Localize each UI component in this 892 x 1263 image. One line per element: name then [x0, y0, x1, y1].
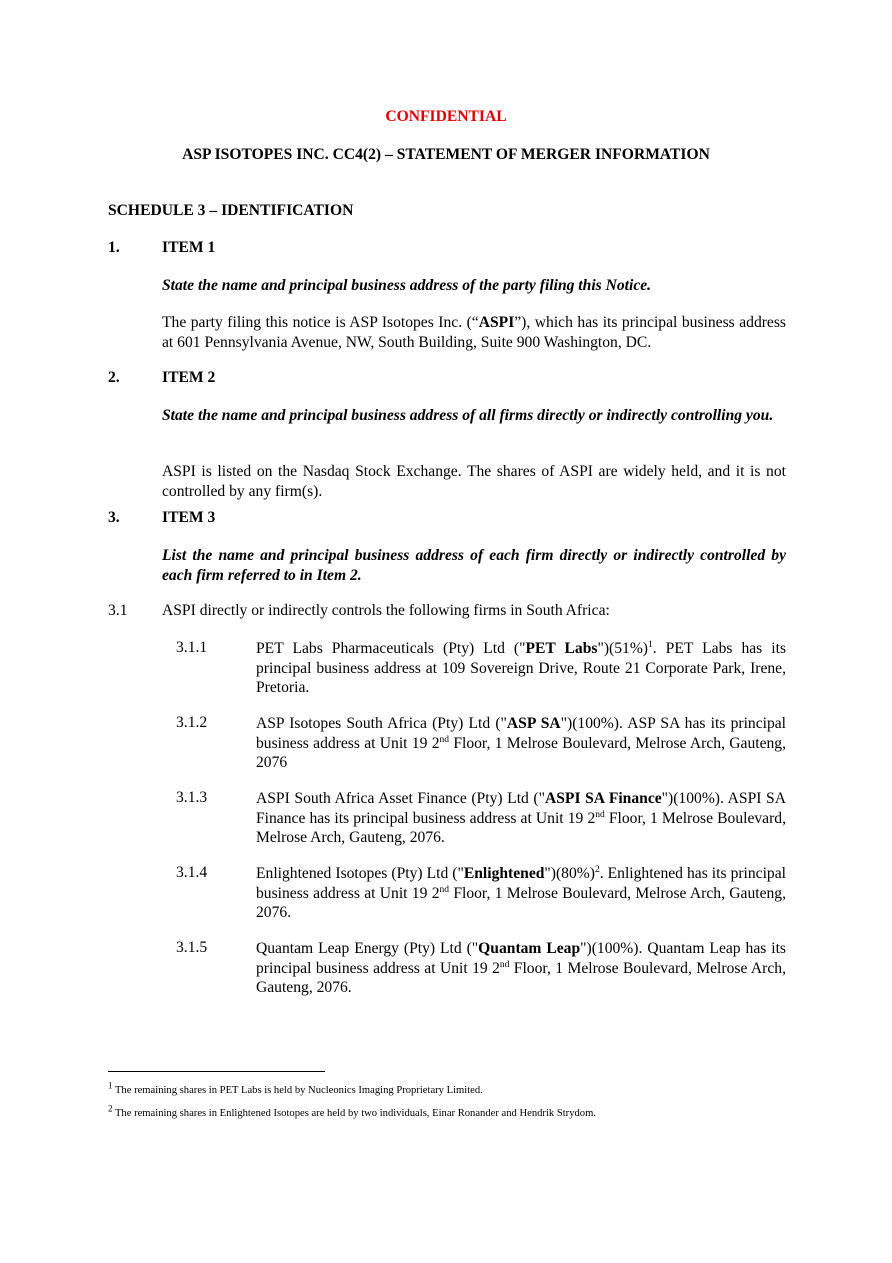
subitem-3-1-4-text: Enlightened Isotopes (Pty) Ltd $("Enlightened")(80\%)^2$. Enlightened has its principal business address at Unit 19 2nd Floor, 1 Melrose Boulevard, Melrose Arch, Gauteng, 2076.	[256, 864, 786, 921]
item-1-number: 1.	[108, 239, 120, 256]
item-1-answer: The party filing this notice is ASP Isotopes Inc. (“ASPI”), which has its principal business address at 601 Pennsylvania Avenue, NW, South Building, Suite 900 Washington, DC.	[162, 314, 786, 351]
section-3-1-number: 3.1	[108, 602, 128, 619]
subitem-3-1-1-text: PET Labs Pharmaceuticals (Pty) Ltd ("PET $Labs")(51\%)^1$. PET Labs has its principal business address at 109 Sovereign Drive, Route 21 Corporate Park, Irene, Pretoria.	[256, 639, 787, 696]
item-1-title: ITEM 1	[162, 239, 216, 256]
subitem-3-1-2-text: ASP Isotopes South Africa (Pty) Ltd ("ASP SA")(100%). ASP SA has its principal business address at Unit 19 2nd Floor, 1 Melrose Boulevard, Melrose Arch, Gauteng, 2076	[256, 715, 786, 771]
item-2-answer: ASPI is listed on the Nasdaq Stock Exchange. The shares of ASPI are widely held, and it is not controlled by any firm(s).	[162, 463, 786, 500]
item-3-number: 3.	[108, 509, 120, 526]
item-2-number: 2.	[108, 369, 120, 386]
section-3-1-text: ASPI directly or indirectly controls the following firms in South Africa:	[162, 602, 610, 619]
item-2-question: State the name and principal business address of all firms directly or indirectly controlling you.	[162, 407, 774, 424]
subitem-3-1-4-number: 3.1.4	[176, 864, 208, 881]
item-3-title: ITEM 3	[162, 509, 216, 526]
document-title: ASP ISOTOPES INC. CC4(2) – STATEMENT OF MERGER INFORMATION	[182, 146, 710, 163]
schedule-heading: SCHEDULE 3 – IDENTIFICATION	[108, 202, 354, 219]
subitem-3-1-5-text: Quantam Leap Energy (Pty) Ltd ("Quantam Leap")(100%). Quantam Leap has its principal business address at Unit 19 2nd Floor, 1 Melrose Boulevard, Melrose Arch, Gauteng, 2076.	[256, 940, 786, 996]
item-1-question: State the name and principal business address of the party filing this Notice.	[162, 277, 652, 294]
footnote-1: $^1$ The remaining shares in PET Labs is held by Nucleonics Imaging Proprietary Limited.	[108, 1080, 483, 1096]
subitem-3-1-5-number: 3.1.5	[176, 939, 208, 956]
confidential-label: CONFIDENTIAL	[385, 108, 507, 125]
item-3-question: List the name and principal business address of each firm directly or indirectly controlled by each firm referred to in Item 2.	[162, 547, 786, 584]
item-2-title: ITEM 2	[162, 369, 216, 386]
subitem-3-1-2-number: 3.1.2	[176, 714, 208, 731]
subitem-3-1-3-number: 3.1.3	[176, 789, 208, 806]
footnote-separator	[108, 1071, 325, 1072]
subitem-3-1-3-text: ASPI South Africa Asset Finance (Pty) Ltd ("ASPI SA Finance")(100%). ASPI SA Finance has its principal business address at Unit 19 2nd Floor, 1 Melrose Boulevard, Melrose Arch, Gauteng, 2076.	[256, 790, 786, 846]
footnote-2: $^2$ The remaining shares in Enlightened Isotopes are held by two individuals, Einar Ronander and Hendrik Strydom.	[108, 1103, 596, 1119]
subitem-3-1-1-number: 3.1.1	[176, 639, 208, 656]
